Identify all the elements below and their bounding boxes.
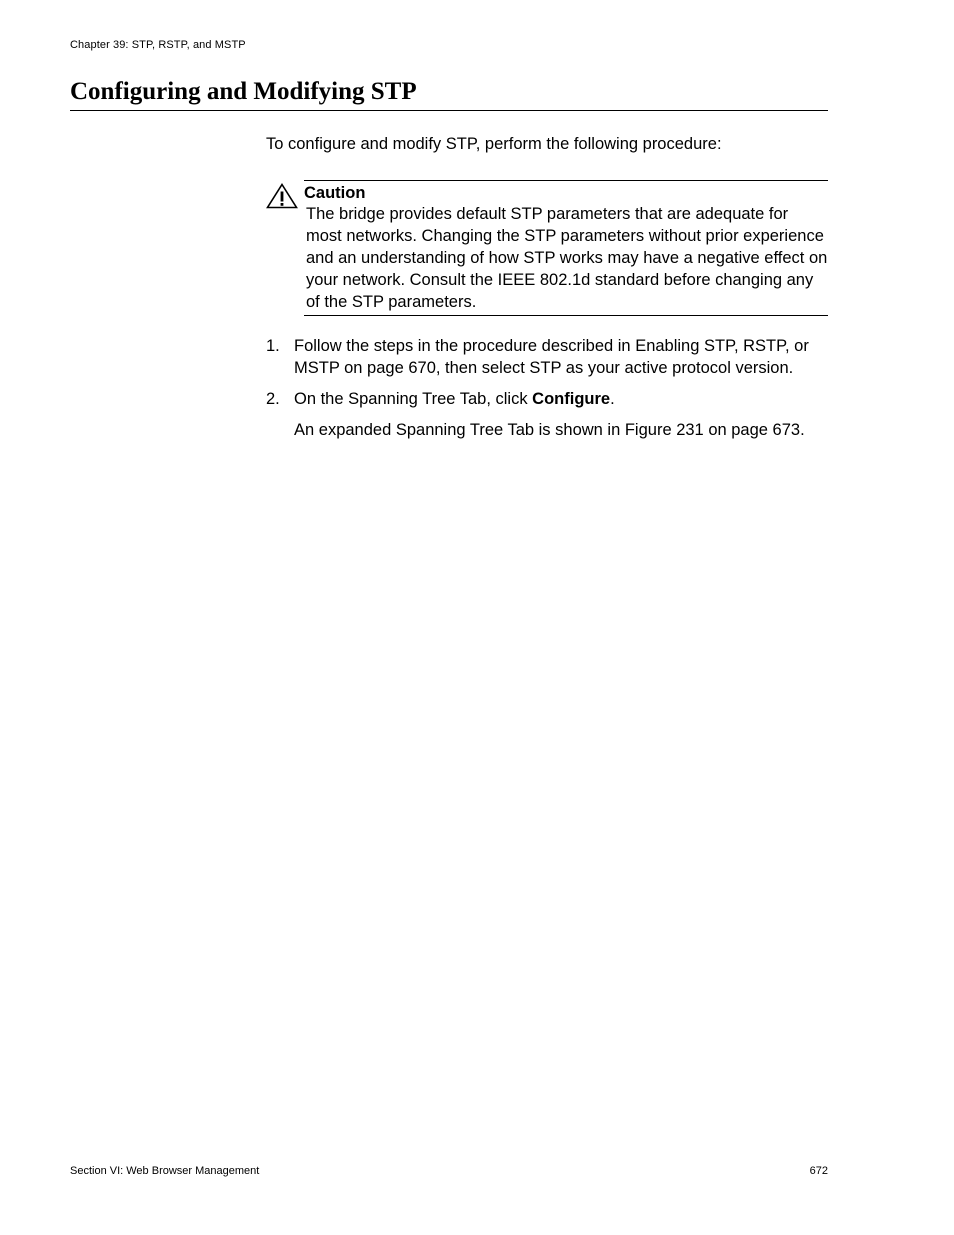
caution-bottom-rule	[304, 315, 828, 316]
running-footer-section: Section VI: Web Browser Management	[70, 1165, 260, 1177]
step-text	[294, 388, 828, 410]
list-item	[266, 335, 828, 379]
intro-paragraph: To configure and modify STP, perform the following procedure:	[266, 135, 722, 153]
running-header: Chapter 39: STP, RSTP, and MSTP	[70, 39, 246, 51]
caution-top-rule	[304, 180, 828, 181]
step-text-after: .	[610, 390, 615, 408]
step-number: 2.	[266, 390, 280, 408]
list-item	[266, 388, 828, 410]
configure-keyword: Configure	[532, 390, 611, 408]
caution-title: Caution	[304, 184, 366, 202]
step-text-before: On the Spanning Tree Tab, click	[294, 390, 533, 408]
title-rule	[70, 110, 828, 111]
page-number: 672	[809, 1165, 828, 1177]
step-number: 1.	[266, 337, 280, 355]
page-title: Configuring and Modifying STP	[70, 78, 417, 105]
warning-triangle-icon	[266, 183, 298, 209]
step-text: Follow the steps in the procedure described in Enabling STP, RSTP, or MSTP on page 670, then select STP as your active protocol version.	[294, 337, 809, 377]
caution-body: The bridge provides default STP parameters that are adequate for most networks. Changing the STP parameters without prior experience and an understanding of how STP works may have a negative effect on your network. Consult the IEEE 802.1d standard before changing any of the STP parameters.	[306, 205, 828, 311]
step-note: An expanded Spanning Tree Tab is shown in Figure 231 on page 673.	[294, 421, 805, 439]
